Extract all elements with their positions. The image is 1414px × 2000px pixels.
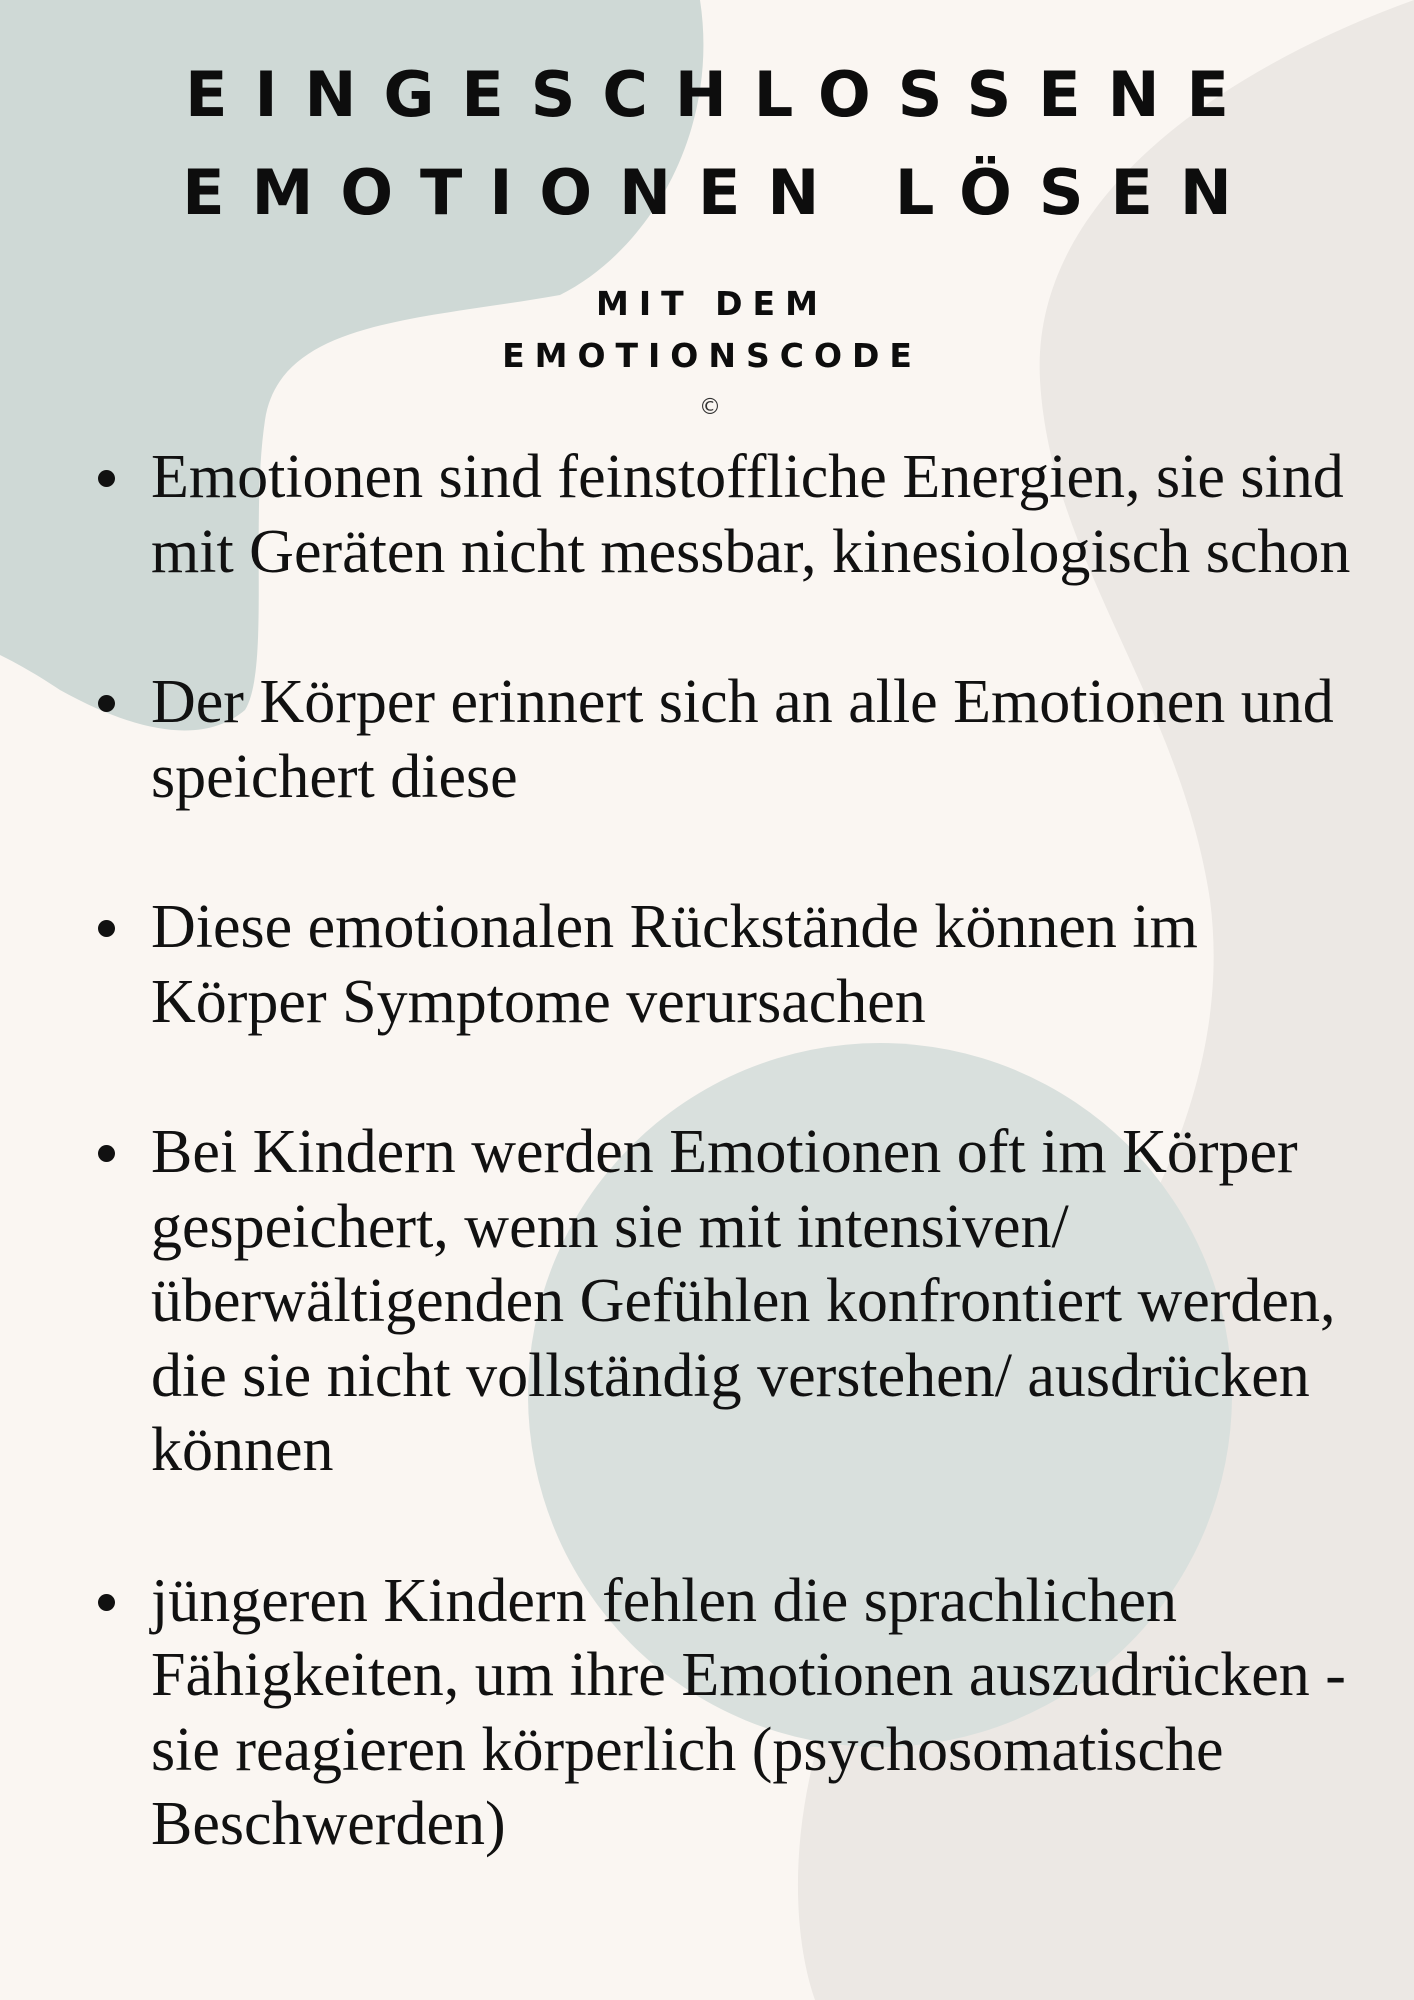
list-item bbox=[0, 1115, 1414, 1488]
bullet-list bbox=[0, 440, 1414, 1938]
bullet-dot-icon bbox=[98, 920, 115, 937]
title-line-1: EINGESCHLOSSENE bbox=[185, 58, 1256, 131]
subtitle bbox=[0, 278, 1414, 434]
list-item bbox=[0, 890, 1414, 1039]
list-item-text: Der Körper erinnert sich an alle Emotionen und speichert diese bbox=[151, 668, 1334, 811]
subtitle-brand: EMOTIONSCODE bbox=[502, 336, 922, 375]
bullet-dot-icon bbox=[98, 1145, 115, 1162]
list-item-text: Emotionen sind feinstoffliche Energien, sie sind mit Geräten nicht messbar, kinesiologisch schon bbox=[151, 443, 1351, 586]
list-item bbox=[0, 665, 1414, 814]
list-item-text: Diese emotionalen Rückstände können im Körper Symptome verursachen bbox=[151, 893, 1198, 1036]
bullet-dot-icon bbox=[98, 695, 115, 712]
copyright-icon: © bbox=[699, 395, 721, 420]
title-line-2: EMOTIONEN LÖSEN bbox=[182, 156, 1259, 229]
list-item-text: jüngeren Kindern fehlen die sprachlichen Fähigkeiten, um ihre Emotionen auszudrücken - sie reagieren körperlich (psychosomatische Beschwerden) bbox=[151, 1566, 1346, 1858]
subtitle-line-2 bbox=[0, 330, 1414, 434]
subtitle-line-1: MIT DEM bbox=[596, 284, 828, 323]
bullet-dot-icon bbox=[98, 1594, 115, 1611]
list-item-text: Bei Kindern werden Emotionen oft im Körper gespeichert, wenn sie mit intensiven/ überwältigenden Gefühlen konfrontiert werden, die sie nicht vollständig verstehen/ ausdrücken können bbox=[151, 1118, 1336, 1484]
list-item bbox=[0, 440, 1414, 589]
page-title bbox=[0, 46, 1414, 242]
bullet-dot-icon bbox=[98, 470, 115, 487]
list-item bbox=[0, 1564, 1414, 1862]
